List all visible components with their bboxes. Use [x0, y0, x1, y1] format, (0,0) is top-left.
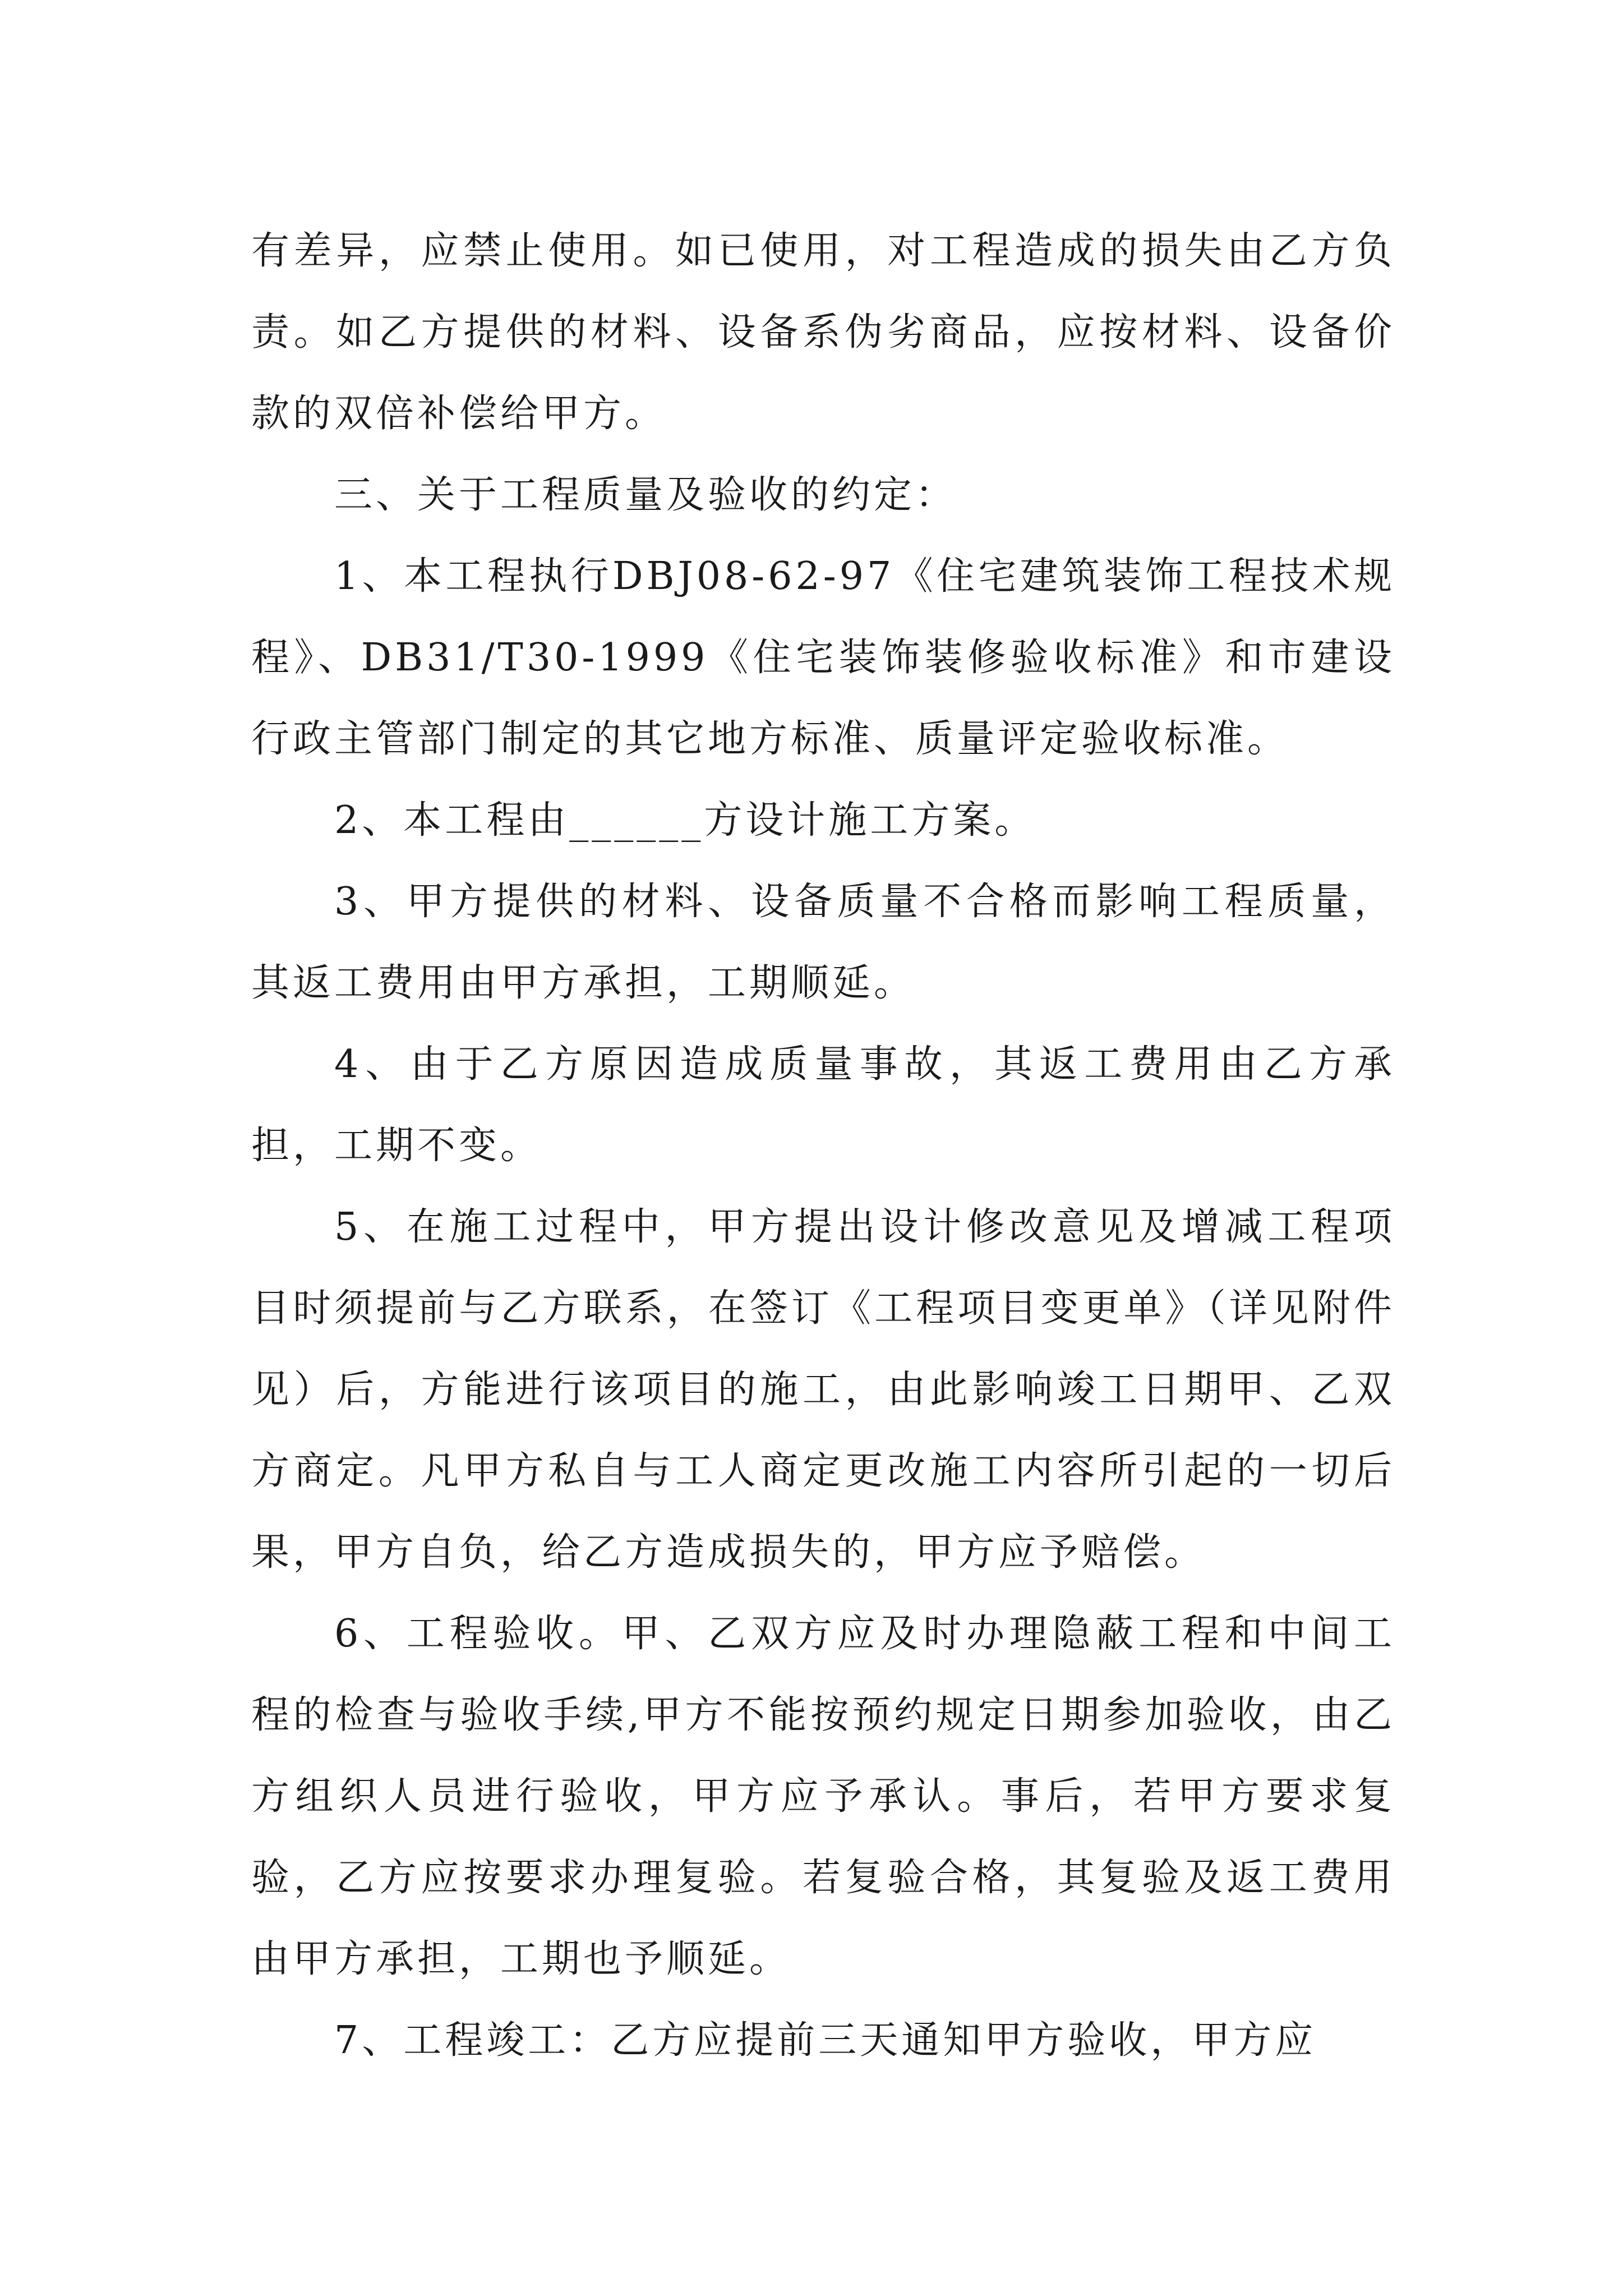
- section-heading-quality-acceptance: 三、关于工程质量及验收的约定：: [334, 473, 957, 517]
- clause-7: 7、工程竣工：乙方应提前三天通知甲方验收，甲方应: [334, 2018, 1317, 2063]
- clause-1: 1、本工程执行DBJ08-62-97《住宅建筑装饰工程技术规程》、DB31/T30-1999《住宅装饰装修验收标准》和市建设行政主管部门制定的其它地方标准、质量评定验收标准。: [251, 554, 1395, 761]
- document-body: [251, 210, 1395, 2081]
- clause-6: 6、工程验收。甲、乙双方应及时办理隐蔽工程和中间工程的检查与验收手续,甲方不能按预约规定日期参加验收，由乙方组织人员进行验收，甲方应予承认。事后，若甲方要求复验，乙方应按要求办理复验。若复验合格，其复验及返工费用由甲方承担，工期也予顺延。: [251, 1612, 1395, 1981]
- clause-5: 5、在施工过程中，甲方提出设计修改意见及增减工程项目时须提前与乙方联系，在签订《工程项目变更单》（详见附件见）后，方能进行该项目的施工，由此影响竣工日期甲、乙双方商定。凡甲方私自与工人商定更改施工内容所引起的一切后果，甲方自负，给乙方造成损失的，甲方应予赔偿。: [251, 1205, 1395, 1575]
- clause-2: 2、本工程由______方设计施工方案。: [334, 798, 1036, 843]
- clause-3: 3、甲方提供的材料、设备质量不合格而影响工程质量，其返工费用由甲方承担，工期顺延。: [251, 880, 1395, 1005]
- clause-4: 4、由于乙方原因造成质量事故，其返工费用由乙方承担，工期不变。: [251, 1042, 1395, 1168]
- paragraph-continued: 有差异，应禁止使用。如已使用，对工程造成的损失由乙方负责。如乙方提供的材料、设备系伪劣商品，应按材料、设备价款的双倍补偿给甲方。: [251, 229, 1395, 436]
